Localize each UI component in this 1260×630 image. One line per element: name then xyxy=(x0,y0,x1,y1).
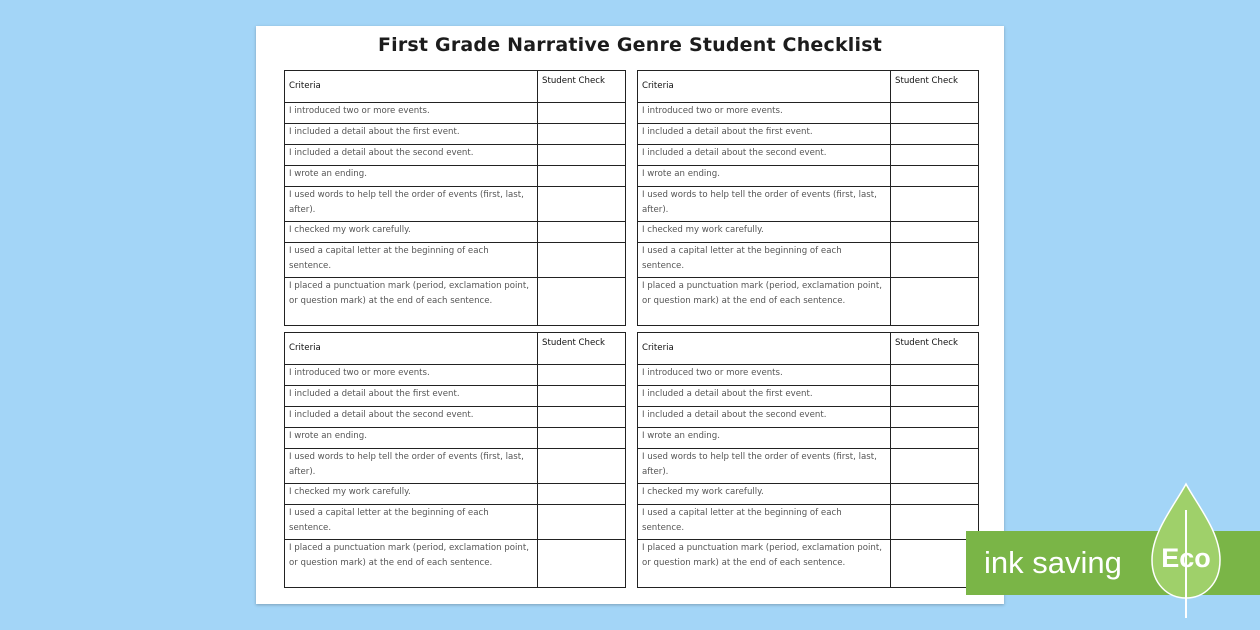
criteria-cell: I included a detail about the first event. xyxy=(285,386,538,407)
criteria-cell: I used words to help tell the order of events (first, last, after). xyxy=(285,449,538,484)
table-row xyxy=(285,484,626,505)
check-cell[interactable] xyxy=(538,386,626,407)
check-cell[interactable] xyxy=(538,145,626,166)
criteria-cell: I included a detail about the first event. xyxy=(638,124,891,145)
table-header-row xyxy=(285,333,626,365)
table-row xyxy=(285,166,626,187)
table-row xyxy=(285,449,626,484)
table-row xyxy=(285,407,626,428)
table-row xyxy=(638,103,979,124)
checklist-table-bottom-right xyxy=(637,332,979,588)
check-cell[interactable] xyxy=(538,278,626,326)
check-cell[interactable] xyxy=(538,484,626,505)
check-cell[interactable] xyxy=(538,428,626,449)
table-row xyxy=(285,278,626,326)
criteria-cell: I placed a punctuation mark (period, exclamation point, or question mark) at the end of each sentence. xyxy=(638,278,891,326)
check-cell[interactable] xyxy=(891,365,979,386)
table-row xyxy=(285,145,626,166)
checklist-table-top-right xyxy=(637,70,979,326)
table-row xyxy=(285,428,626,449)
check-cell[interactable] xyxy=(891,428,979,449)
eco-label: Eco xyxy=(1161,543,1211,573)
check-cell[interactable] xyxy=(538,222,626,243)
check-cell[interactable] xyxy=(538,243,626,278)
criteria-cell: I introduced two or more events. xyxy=(638,365,891,386)
criteria-cell: I checked my work carefully. xyxy=(285,222,538,243)
table-row xyxy=(285,505,626,540)
criteria-cell: I used a capital letter at the beginning of each sentence. xyxy=(285,243,538,278)
student-check-header: Student Check xyxy=(538,333,626,365)
check-cell[interactable] xyxy=(891,124,979,145)
check-cell[interactable] xyxy=(891,386,979,407)
table-row xyxy=(638,449,979,484)
check-cell[interactable] xyxy=(538,540,626,588)
check-cell[interactable] xyxy=(538,166,626,187)
criteria-cell: I wrote an ending. xyxy=(285,428,538,449)
student-check-header: Student Check xyxy=(538,71,626,103)
criteria-cell: I used words to help tell the order of events (first, last, after). xyxy=(285,187,538,222)
table-row xyxy=(285,386,626,407)
table-row xyxy=(638,386,979,407)
criteria-cell: I placed a punctuation mark (period, exclamation point, or question mark) at the end of each sentence. xyxy=(638,540,891,588)
check-cell[interactable] xyxy=(891,145,979,166)
table-row xyxy=(285,187,626,222)
check-cell[interactable] xyxy=(538,449,626,484)
table-row xyxy=(638,278,979,326)
check-cell[interactable] xyxy=(538,407,626,428)
criteria-cell: I included a detail about the second event. xyxy=(638,407,891,428)
checklist-table-bottom-left xyxy=(284,332,626,588)
check-cell[interactable] xyxy=(891,449,979,484)
table-row xyxy=(638,222,979,243)
criteria-cell: I introduced two or more events. xyxy=(285,103,538,124)
table-header-row xyxy=(285,71,626,103)
check-cell[interactable] xyxy=(538,365,626,386)
check-cell[interactable] xyxy=(891,407,979,428)
table-header-row xyxy=(638,71,979,103)
criteria-cell: I used a capital letter at the beginning of each sentence. xyxy=(638,505,891,540)
table-row xyxy=(638,484,979,505)
checklist-table-top-left xyxy=(284,70,626,326)
criteria-header: Criteria xyxy=(285,71,538,103)
criteria-cell: I included a detail about the second event. xyxy=(638,145,891,166)
table-row xyxy=(638,166,979,187)
criteria-cell: I checked my work carefully. xyxy=(638,484,891,505)
criteria-cell: I used a capital letter at the beginning of each sentence. xyxy=(638,243,891,278)
table-row xyxy=(285,540,626,588)
check-cell[interactable] xyxy=(891,166,979,187)
table-row xyxy=(638,187,979,222)
criteria-cell: I placed a punctuation mark (period, exclamation point, or question mark) at the end of each sentence. xyxy=(285,540,538,588)
table-row xyxy=(638,407,979,428)
criteria-cell: I included a detail about the first event. xyxy=(638,386,891,407)
criteria-cell: I checked my work carefully. xyxy=(285,484,538,505)
table-row xyxy=(638,505,979,540)
criteria-header: Criteria xyxy=(638,71,891,103)
check-cell[interactable] xyxy=(538,124,626,145)
table-row xyxy=(638,145,979,166)
table-header-row xyxy=(638,333,979,365)
table-row xyxy=(285,365,626,386)
check-cell[interactable] xyxy=(891,278,979,326)
criteria-cell: I used words to help tell the order of events (first, last, after). xyxy=(638,187,891,222)
check-cell[interactable] xyxy=(891,222,979,243)
criteria-cell: I introduced two or more events. xyxy=(285,365,538,386)
criteria-cell: I wrote an ending. xyxy=(285,166,538,187)
check-cell[interactable] xyxy=(538,505,626,540)
ink-saving-label: ink saving xyxy=(984,545,1122,580)
criteria-cell: I placed a punctuation mark (period, exclamation point, or question mark) at the end of each sentence. xyxy=(285,278,538,326)
table-row xyxy=(638,540,979,588)
check-cell[interactable] xyxy=(891,243,979,278)
check-cell[interactable] xyxy=(538,187,626,222)
table-row xyxy=(638,428,979,449)
check-cell[interactable] xyxy=(891,103,979,124)
table-row xyxy=(285,222,626,243)
check-cell[interactable] xyxy=(891,187,979,222)
criteria-cell: I wrote an ending. xyxy=(638,428,891,449)
table-row xyxy=(638,365,979,386)
criteria-cell: I wrote an ending. xyxy=(638,166,891,187)
criteria-cell: I included a detail about the second event. xyxy=(285,407,538,428)
table-row xyxy=(638,124,979,145)
criteria-cell: I used a capital letter at the beginning of each sentence. xyxy=(285,505,538,540)
worksheet-page xyxy=(256,26,1004,604)
table-row xyxy=(285,124,626,145)
check-cell[interactable] xyxy=(538,103,626,124)
criteria-header: Criteria xyxy=(638,333,891,365)
criteria-cell: I introduced two or more events. xyxy=(638,103,891,124)
table-row xyxy=(285,243,626,278)
student-check-header: Student Check xyxy=(891,71,979,103)
table-row xyxy=(285,103,626,124)
criteria-cell: I used words to help tell the order of events (first, last, after). xyxy=(638,449,891,484)
criteria-cell: I included a detail about the second event. xyxy=(285,145,538,166)
check-cell[interactable] xyxy=(891,484,979,505)
criteria-cell: I included a detail about the first event. xyxy=(285,124,538,145)
criteria-cell: I checked my work carefully. xyxy=(638,222,891,243)
student-check-header: Student Check xyxy=(891,333,979,365)
table-row xyxy=(638,243,979,278)
criteria-header: Criteria xyxy=(285,333,538,365)
page-title: First Grade Narrative Genre Student Checklist xyxy=(377,34,883,56)
